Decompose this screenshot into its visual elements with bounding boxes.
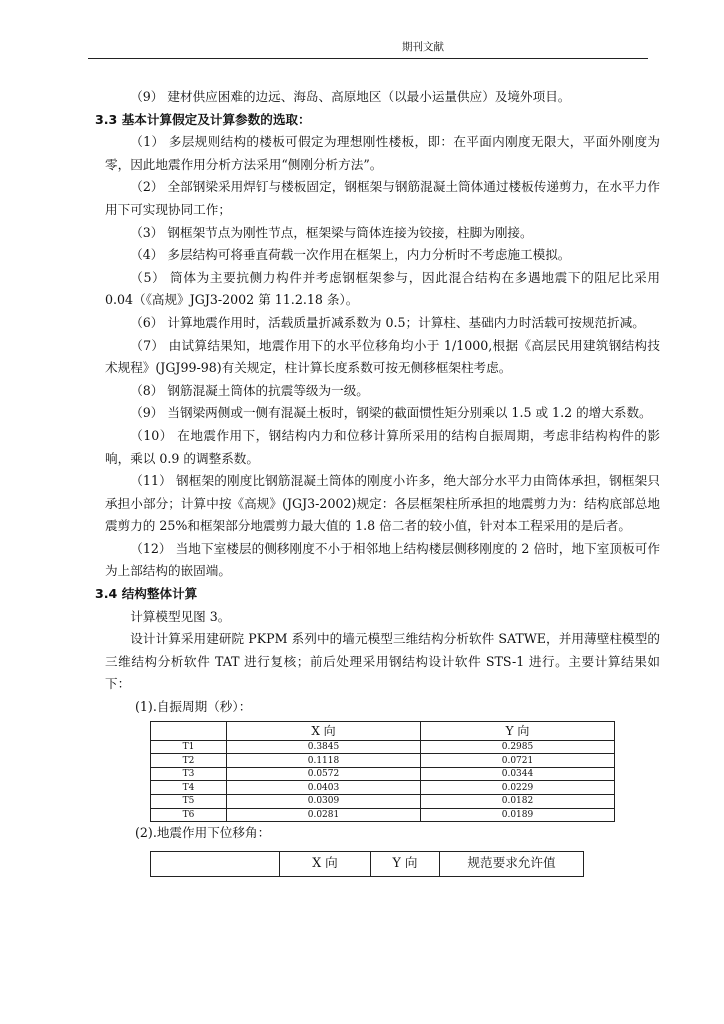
table-cell: T3 <box>151 767 227 781</box>
table-cell: 0.1118 <box>227 754 421 768</box>
section-heading-3-3: 3.3 基本计算假定及计算参数的选取： <box>95 111 311 127</box>
table-cell: 0.0572 <box>227 767 421 781</box>
table-header-cell: 规范要求允许值 <box>440 851 584 876</box>
header-title: 期刊文献 <box>402 41 444 53</box>
assumption-4: （4） 多层结构可将垂直荷载一次作用在框架上，内力分析时不考虑施工模拟。 <box>130 247 571 263</box>
table-header-row <box>151 851 584 876</box>
assumption-6: （6） 计算地震作用时，活载质量折减系数为 0.5；计算柱、基础内力时活载可按规范折减。 <box>130 314 645 330</box>
assumption-2: （2） 全部钢梁采用焊钉与楼板固定，钢框架与钢筋混凝土筒体通过楼板传递剪力，在水平力作用下可实现协同工作； <box>105 179 660 217</box>
assumption-10: （10） 在地震作用下，钢结构内力和位移计算所采用的结构自振周期，考虑非结构构件的影响，乘以 0.9 的调整系数。 <box>105 427 660 466</box>
assumption-12: （12） 当地下室楼层的侧移刚度不小于相邻地上结构楼层侧移刚度的 2 倍时，地下室顶板可作为上部结构的嵌固端。 <box>105 540 660 579</box>
section-heading-3-4: 3.4 结构整体计算 <box>95 586 198 602</box>
table-cell: 0.0309 <box>227 795 421 809</box>
table-cell: 0.0344 <box>420 767 614 781</box>
table-row <box>151 754 615 768</box>
table-cell: 0.0281 <box>227 808 421 822</box>
table-cell: 0.0403 <box>227 781 421 795</box>
table-header-row <box>151 721 615 740</box>
table-cell: 0.0721 <box>420 754 614 768</box>
table-header-cell <box>151 721 227 740</box>
table-row <box>151 808 615 822</box>
table-cell: T5 <box>151 795 227 809</box>
table-cell: T2 <box>151 754 227 768</box>
table-row <box>151 781 615 795</box>
assumption-3: （3） 钢框架节点为刚性节点，框架梁与筒体连接为铰接，柱脚为刚接。 <box>130 224 533 240</box>
item-9a: （9） 建材供应困难的边远、海岛、高原地区（以最小运量供应）及境外项目。 <box>130 89 571 104</box>
table-cell: 0.0229 <box>420 781 614 795</box>
period-table-caption: (1).自振周期（秒）： <box>135 699 252 715</box>
assumption-5: （5） 筒体为主要抗侧力构件并考虑钢框架参与，因此混合结构在多遇地震下的阻尼比采用 0.04（《高规》JGJ3-2002 第 11.2.18 条）。 <box>105 269 660 308</box>
document-body <box>95 86 660 877</box>
page-header <box>88 38 648 59</box>
table-row <box>151 740 615 754</box>
drift-table-caption: (2).地震作用下位移角： <box>135 825 271 841</box>
table-cell: T4 <box>151 781 227 795</box>
table-header-cell: Y 向 <box>420 721 614 740</box>
calc-software-note: 设计计算采用建研院 PKPM 系列中的墙元模型三维结构分析软件 SATWE，并用薄壁柱模型的三维结构分析软件 TAT 进行复核；前后处理采用钢结构设计软件 STS-1 进行。主要计算结果如下： <box>105 631 660 692</box>
assumption-7: （7） 由试算结果知，地震作用下的水平位移角均小于 1/1000,根据《高层民用建筑钢结构技术规程》(JGJ99-98)有关规定，柱计算长度系数可按无侧移框架柱考虑。 <box>105 337 660 376</box>
table-header-cell <box>151 851 280 876</box>
calc-model-note: 计算模型见图 3。 <box>130 608 231 624</box>
table-row <box>151 767 615 781</box>
assumption-8: （8） 钢筋混凝土筒体的抗震等级为一级。 <box>130 382 369 398</box>
table-header-cell: X 向 <box>227 721 421 740</box>
table-cell: 0.0182 <box>420 795 614 809</box>
table-row <box>151 795 615 809</box>
period-table <box>150 721 615 823</box>
assumption-1: （1） 多层规则结构的楼板可假定为理想刚性楼板，即：在平面内刚度无限大，平面外刚度为零，因此地震作用分析方法采用“侧刚分析方法”。 <box>105 134 660 172</box>
table-header-cell: Y 向 <box>371 851 440 876</box>
assumption-9: （9） 当钢梁两侧或一侧有混凝土板时，钢梁的截面惯性矩分别乘以 1.5 或 1.2 的增大系数。 <box>130 405 652 421</box>
table-cell: 0.2985 <box>420 740 614 754</box>
table-cell: T6 <box>151 808 227 822</box>
assumption-11: （11） 钢框架的刚度比钢筋混凝土筒体的刚度小许多，绝大部分水平力由筒体承担，钢框架只承担小部分；计算中按《高规》(JGJ3-2002)规定：各层框架柱所承担的地震剪力为：结构底部总地震剪力的 25%和框架部分地震剪力最大值的 1.8 倍二者的较小值，针对本工程采用的是后者。 <box>105 473 660 534</box>
table-header-cell: X 向 <box>280 851 371 876</box>
table-cell: T1 <box>151 740 227 754</box>
drift-table <box>150 851 584 877</box>
table-cell: 0.0189 <box>420 808 614 822</box>
table-cell: 0.3845 <box>227 740 421 754</box>
